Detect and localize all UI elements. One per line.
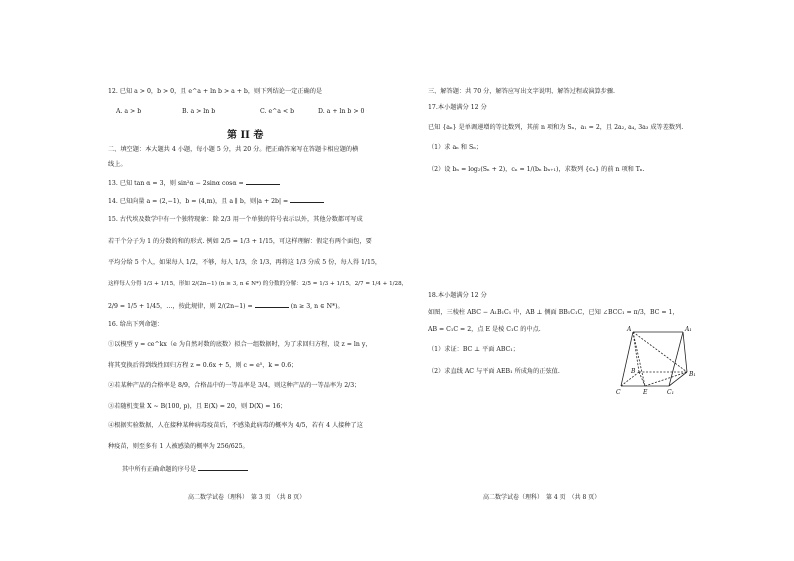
label-c: C [616, 389, 621, 396]
q17-part-1: （1）求 aₙ 和 Sₙ； [428, 144, 483, 151]
q16-tail-text: 其中所有正确命题的序号是 [122, 466, 197, 473]
q15-line-2: 若干个分子为 1 的分数的和的形式. 例如 2/5 = 1/3 + 1/15，可这样理解：假定有两个面包，要 [108, 238, 372, 245]
edge-a1-c1 [669, 332, 683, 386]
q18-part-1: （1）求证：BC ⊥ 平面 ABC₁； [428, 346, 519, 353]
q12-option-a: A. a > b [116, 108, 142, 115]
q16-answer-blank[interactable] [198, 464, 248, 471]
label-a: A [627, 326, 632, 333]
q15-line-1: 15. 古代埃及数学中有一个独特现象：除 2/3 用一个单独的符号表示以外，其他分数都可写成 [108, 216, 363, 223]
fill-instructions-1: 二、填空题：本大题共 4 小题，每小题 5 分，共 20 分。把正确答案写在答题卡相应题的横 [108, 146, 359, 153]
prism-figure [613, 320, 703, 400]
q17-stem: 已知 {aₙ} 是单调递增的等比数列，其前 n 项和为 Sₙ，a₁ = 2，且 2a₂, a₄, 3a₃ 成等差数列. [428, 124, 684, 131]
right-footer: 高二数学试卷（理科） 第 4 页 （共 8 页） [483, 494, 601, 501]
q16-tail [122, 464, 248, 474]
q17-part-2: （2）设 bₙ = log₂(Sₙ + 2)，cₙ = 1/(bₙ bₙ₊₁)，求数列 {cₙ} 的前 n 项和 Tₙ. [428, 166, 645, 173]
q18-stem-1: 如图，三棱柱 ABC − A₁B₁C₁ 中，AB ⊥ 侧面 BB₁C₁C，已知 ∠BCC₁ = π/3，BC = 1， [428, 309, 679, 316]
edge-a-c [621, 332, 633, 386]
edge-a1-b1 [683, 332, 687, 372]
q16-item-3: ③若随机变量 X ~ B(100, p)，且 E(X) = 20，则 D(X) = 16； [108, 403, 287, 410]
q18-part-2: （2）求直线 AC 与平面 AEB₁ 所成角的正弦值. [428, 368, 560, 375]
q12-option-b: B. a > ln b [182, 108, 216, 115]
edge-a-b1 [633, 332, 687, 372]
q14-text: 14. 已知向量 a = (2,−1)，b = (4,m)，且 a ∥ b，则|a + 2b| = [108, 198, 289, 205]
q14 [108, 196, 324, 206]
label-b: B [631, 368, 636, 375]
q15-answer-blank[interactable] [255, 301, 289, 308]
left-footer: 高二数学试卷（理科） 第 3 页 （共 8 页） [188, 494, 306, 501]
q12-stem: 12. 已知 a > 0，b > 0，且 e^a + ln b > a + b，则下列结论一定正确的是 [108, 88, 323, 95]
section-title: 第 II 卷 [227, 130, 264, 141]
q13-answer-blank[interactable] [246, 178, 280, 185]
section3-heading: 三、解答题：共 70 分，解答应写出文字说明、解答过程或演算步骤. [428, 88, 616, 95]
label-b1: B₁ [689, 371, 696, 378]
q15-line-4: 这样每人分得 1/3 + 1/15，形如 2/(2n−1) (n ≥ 3, n ∈ N*) 的分数的分解：2/5 = 1/3 + 1/15，2/7 = 1/4 + 1/28， [108, 281, 408, 287]
label-e: E [643, 389, 648, 396]
edge-a-b [633, 332, 639, 372]
q13 [108, 178, 280, 188]
edge-a-e [633, 332, 645, 386]
q13-text: 13. 已知 tan α = 3，则 sin²α − 2sinα cosα = [108, 180, 244, 187]
q18-stem-2: AB = C₁C = 2，点 E 是棱 C₁C 的中点. [428, 326, 541, 333]
label-c1: C₁ [667, 389, 674, 396]
q18-head: 18.本小题满分 12 分 [428, 292, 487, 299]
q16-item-4-cont: 种疫苗，则至多有 1 人被感染的概率为 256/625。 [108, 443, 249, 450]
q16-item-4: ④根据实验数据，人在接种某种病毒疫苗后，不感染此病毒的概率为 4/5，若有 4 人接种了这 [108, 422, 363, 429]
right-page [397, 0, 794, 561]
q15-line-3: 平均分给 5 个人，如果每人 1/2，不够，每人 1/3，余 1/3，再将这 1/3 分成 5 份，每人得 1/15， [108, 259, 382, 266]
q15-line-5-text: 2/9 = 1/5 + 1/45，…，按此规律，则 2/(2n−1) = [108, 303, 253, 310]
q16-item-1-cont: 将其变换后得到线性回归方程 z = 0.6x + 5，则 c = e⁵，k = 0.6； [108, 362, 298, 369]
edge-e-b1 [645, 372, 687, 386]
q15-line-5 [108, 301, 344, 311]
label-a1: A₁ [685, 326, 692, 333]
q15-line-6-text: (n ≥ 3, n ∈ N*)。 [290, 303, 344, 310]
q12-option-c: C. e^a < b [260, 108, 295, 115]
q17-head: 17.本小题满分 12 分 [428, 104, 487, 111]
q16-head: 16. 给出下列命题： [108, 321, 164, 328]
q16-item-2: ②若某种产品的合格率是 8/9，合格品中的一等品率是 3/4，则这种产品的一等品率为 2/3； [108, 382, 361, 389]
q14-answer-blank[interactable] [290, 196, 324, 203]
fill-instructions-2: 线上。 [108, 161, 127, 168]
q12-option-d: D. a + ln b > 0 [318, 108, 365, 115]
q16-item-1: ①以模型 y = ce^kx（e 为自然对数的底数）拟合一组数据时，为了求回归方程，设 z = ln y， [108, 341, 372, 348]
